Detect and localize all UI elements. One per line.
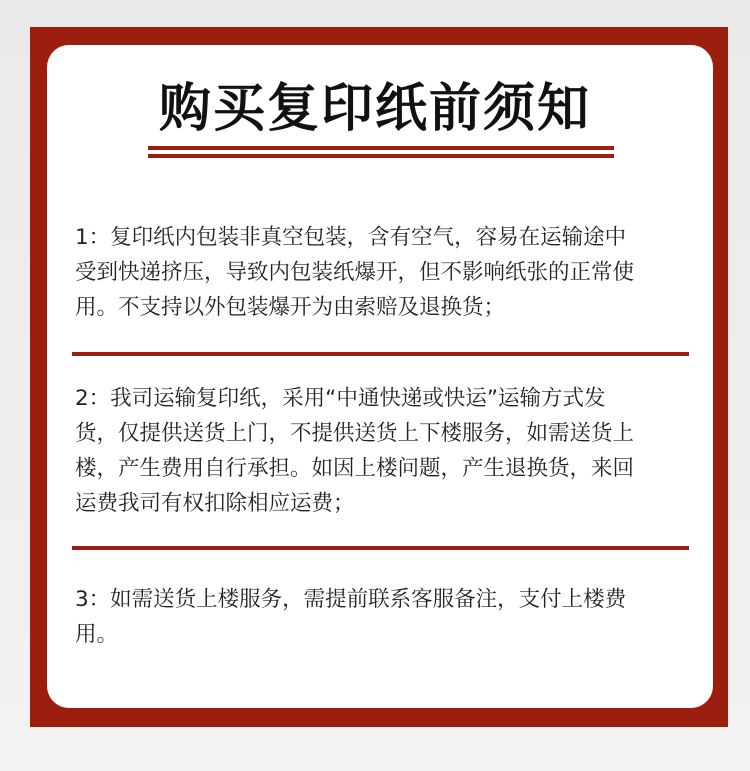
notice-line: 货，仅提供送货上门，不提供送货上下楼服务，如需送货上 [75,421,635,446]
notice-line: 3：如需送货上楼服务，需提前联系客服备注，支付上楼费 [75,587,627,612]
notice-line: 楼，产生费用自行承担。如因上楼问题，产生退换货，来回 [75,456,635,481]
title-underline-bottom [148,154,614,158]
notice-line: 运费我司有权扣除相应运费； [75,491,355,516]
notice-3 [75,582,626,652]
notice-line: 1：复印纸内包装非真空包装，含有空气，容易在运输途中 [75,225,627,250]
divider [72,352,689,356]
notice-1 [75,220,634,325]
page-title: 购买复印纸前须知 [158,79,591,139]
notice-2 [75,381,634,521]
notice-line: 受到快递挤压，导致内包装纸爆开，但不影响纸张的正常使 [75,260,635,285]
divider [72,546,689,550]
notice-line: 用。不支持以外包装爆开为由索赔及退换货； [75,295,506,320]
notice-line: 用。 [75,622,119,647]
notice-line: 2：我司运输复印纸，采用“中通快递或快运”运输方式发 [75,386,606,411]
title-underline-top [148,146,614,150]
